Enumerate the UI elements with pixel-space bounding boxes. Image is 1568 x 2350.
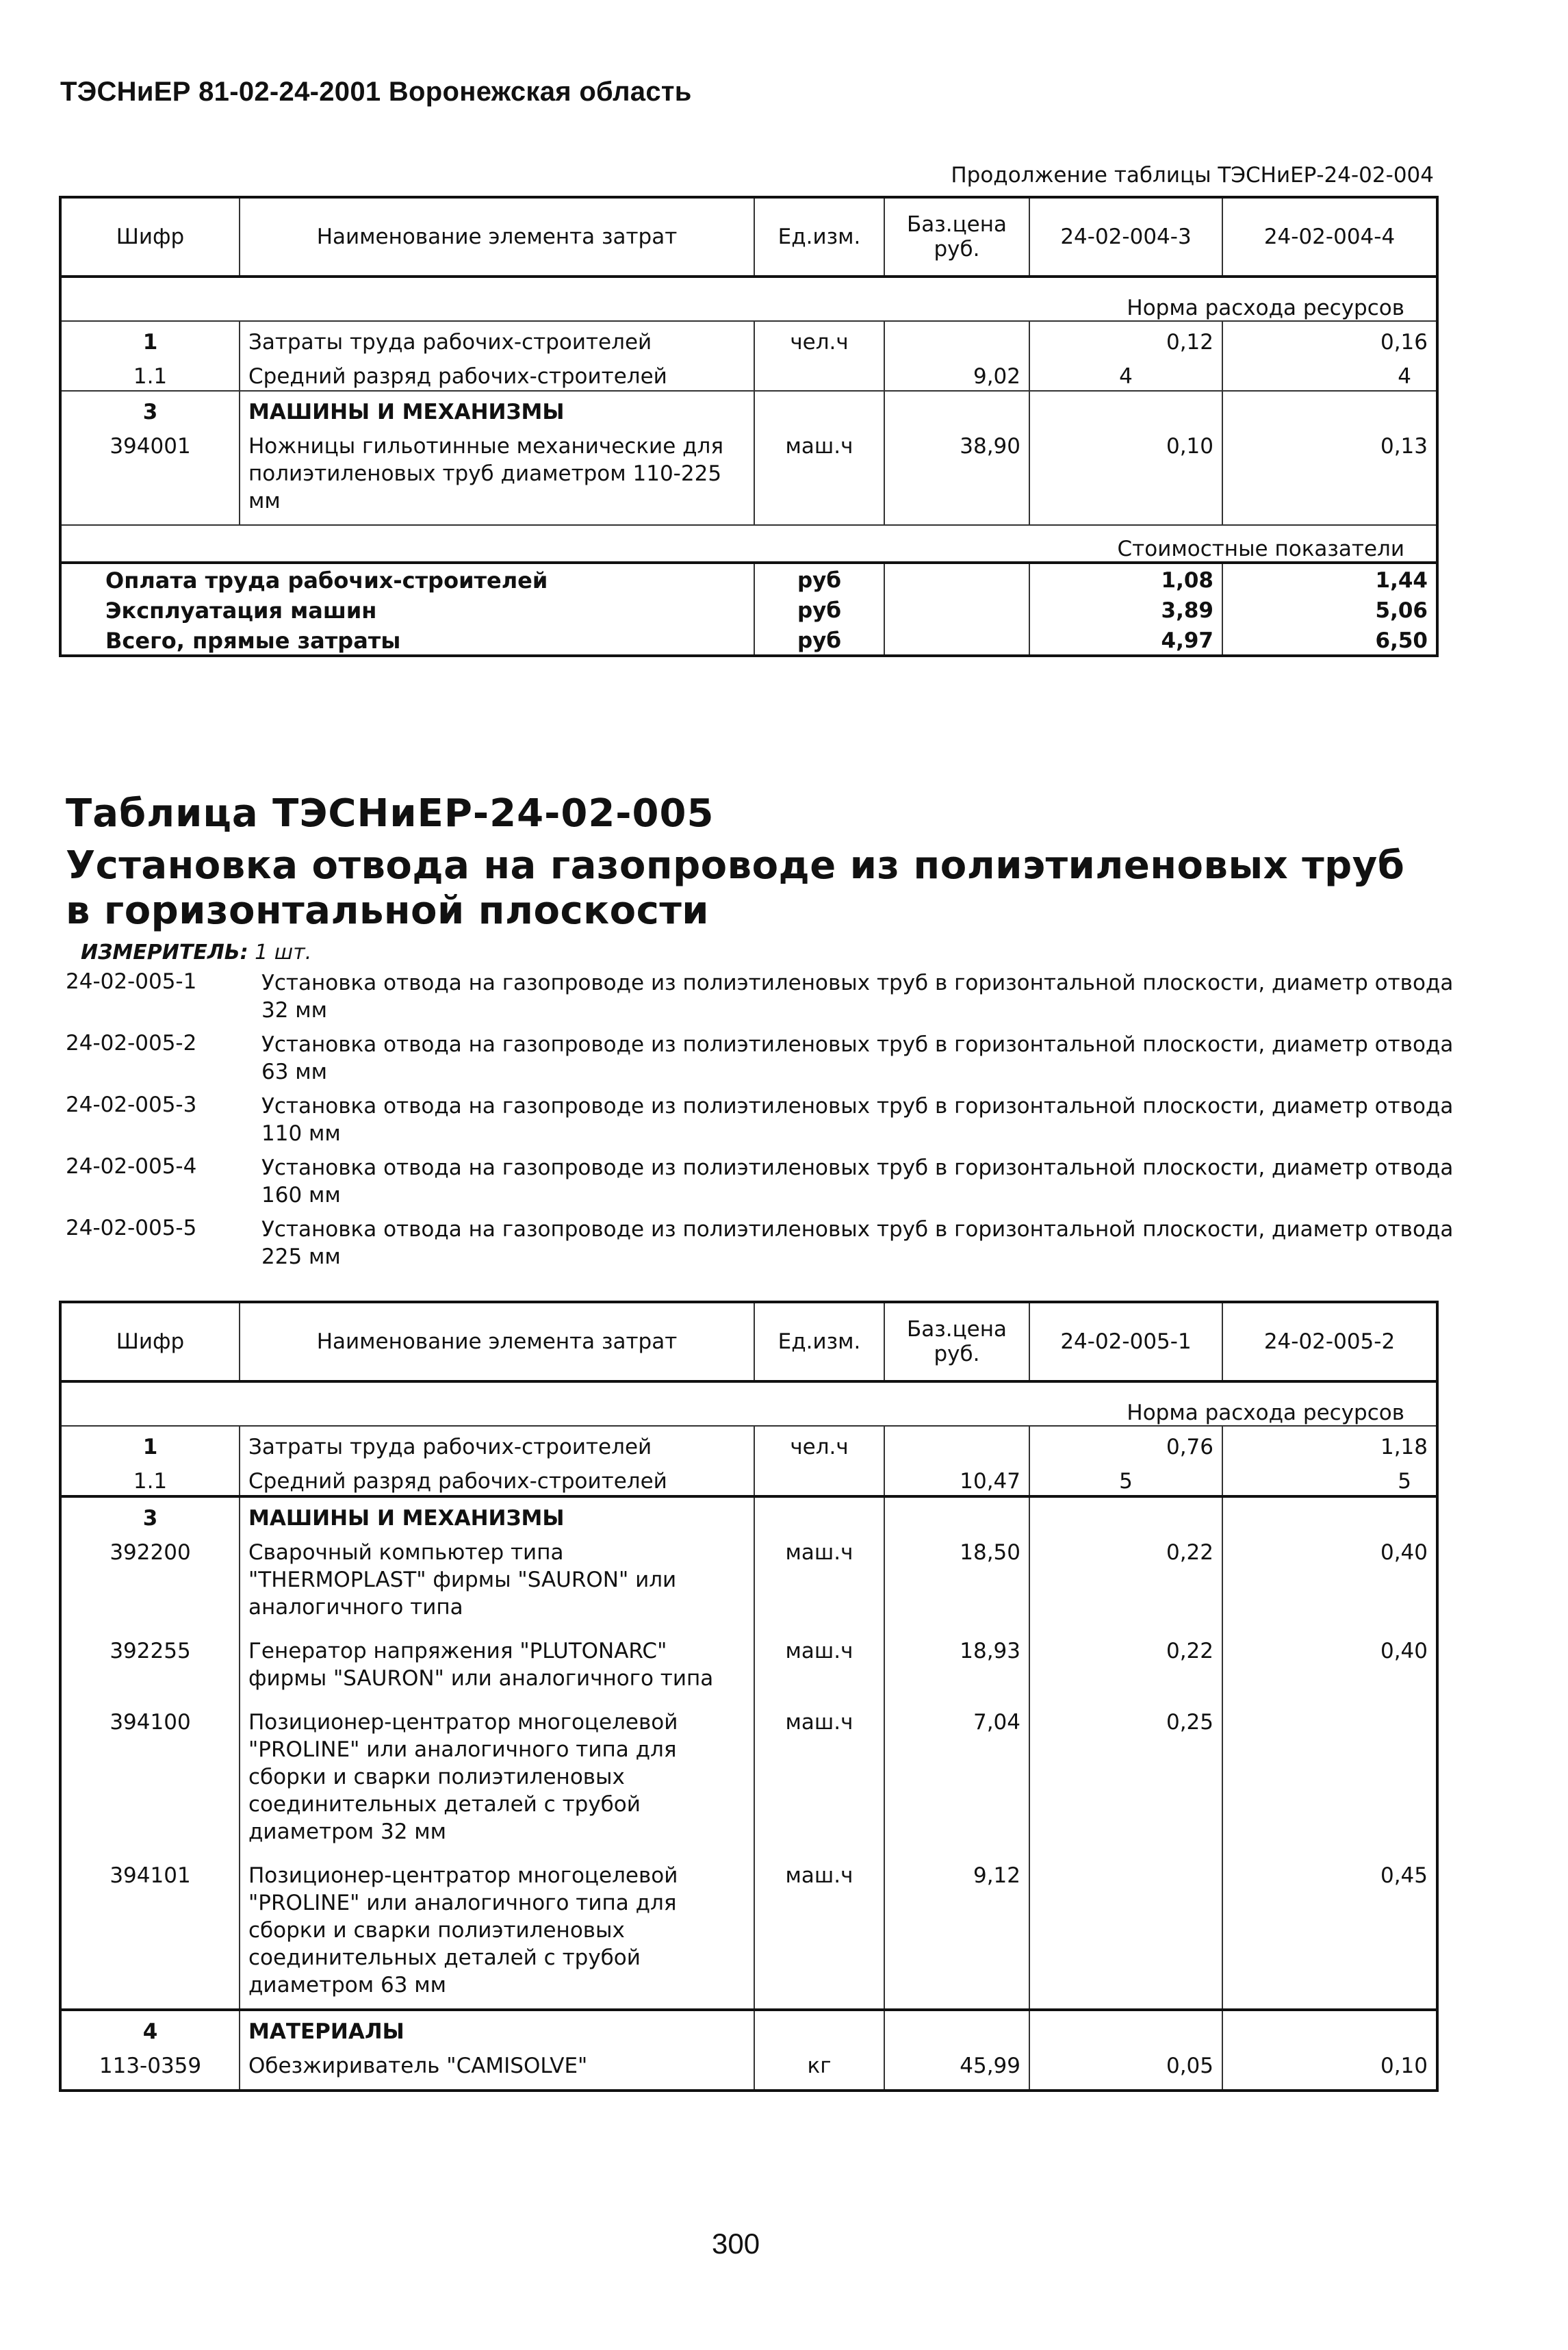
list-item: 24-02-005-2 Установка отвода на газопроводе из полиэтиленовых труб в горизонтальной плоскости, диаметр отвода 63 мм: [66, 1031, 1454, 1084]
col-header-unit: Ед.изм.: [754, 1302, 884, 1381]
table-row: 3 МАШИНЫ И МЕХАНИЗМЫ: [60, 1496, 1437, 1532]
running-header: ТЭСНиЕР 81-02-24-2001 Воронежская область: [60, 77, 692, 107]
col-header-unit: Ед.изм.: [754, 197, 884, 277]
resource-table-004: [59, 196, 1439, 657]
col-header-variant-2: 24-02-005-2: [1222, 1302, 1437, 1381]
table-header-row: [60, 197, 1437, 277]
table-row: 1 Затраты труда рабочих-строителей чел.ч 0,12 0,16: [60, 321, 1437, 356]
list-item: 24-02-005-5 Установка отвода на газопроводе из полиэтиленовых труб в горизонтальной плоскости, диаметр отвода 225 мм: [66, 1216, 1454, 1269]
list-item: 24-02-005-1 Установка отвода на газопроводе из полиэтиленовых труб в горизонтальной плоскости, диаметр отвода 32 мм: [66, 969, 1454, 1023]
table-row: 113-0359 Обезжириватель "CAMISOLVE" кг 45,99 0,05 0,10: [60, 2045, 1437, 2091]
work-code-list: [66, 967, 1454, 1275]
col-header-variant-1: 24-02-004-3: [1029, 197, 1222, 277]
table-row: 394101 Позиционер-центратор многоцелевой "PROLINE" или аналогичного типа для сборки и сварки полиэтиленовых соединительных деталей с трубой диаметром 63 мм маш.ч 9,12 0,45: [60, 1855, 1437, 2010]
col-header-variant-1: 24-02-005-1: [1029, 1302, 1222, 1381]
totals-row: Оплата труда рабочих-строителей руб 1,08 1,44: [60, 563, 1437, 594]
table-row: 1.1 Средний разряд рабочих-строителей 9,02 4 4: [60, 356, 1437, 391]
col-header-code: Шифр: [60, 1302, 240, 1381]
cost-label: Стоимостные показатели: [1117, 537, 1404, 561]
resource-table-005: [59, 1301, 1439, 2092]
table-row: 3 МАШИНЫ И МЕХАНИЗМЫ: [60, 391, 1437, 426]
table-header-row: [60, 1302, 1437, 1381]
list-item: 24-02-005-4 Установка отвода на газопроводе из полиэтиленовых труб в горизонтальной плоскости, диаметр отвода 160 мм: [66, 1154, 1454, 1208]
table-row: 392200 Сварочный компьютер типа "THERMOPLAST" фирмы "SAURON" или аналогичного типа маш.ч 18,50 0,22 0,40: [60, 1532, 1437, 1631]
table-title: Таблица ТЭСНиЕР-24-02-005: [66, 791, 715, 836]
totals-row: Эксплуатация машин руб 3,89 5,06: [60, 594, 1437, 624]
col-header-variant-2: 24-02-004-4: [1222, 197, 1437, 277]
col-header-name: Наименование элемента затрат: [240, 197, 754, 277]
unit-of-measure: ИЗМЕРИТЕЛЬ: 1 шт.: [81, 941, 312, 965]
col-header-price: Баз.цена руб.: [884, 197, 1029, 277]
norm-label: Норма расхода ресурсов: [1127, 1401, 1404, 1425]
table-row: 394100 Позиционер-центратор многоцелевой "PROLINE" или аналогичного типа для сборки и сварки полиэтиленовых соединительных деталей с трубой диаметром 32 мм маш.ч 7,04 0,25: [60, 1702, 1437, 1855]
col-header-code: Шифр: [60, 197, 240, 277]
table-row: 1.1 Средний разряд рабочих-строителей 10,47 5 5: [60, 1461, 1437, 1496]
table-subtitle: Установка отвода на газопроводе из полиэтиленовых труб в горизонтальной плоскости: [66, 843, 1405, 933]
table-row: 394001 Ножницы гильотинные механические для полиэтиленовых труб диаметром 110-225 мм маш.ч 38,90 0,10 0,13: [60, 426, 1437, 525]
table-row: 392255 Генератор напряжения "PLUTONARC" фирмы "SAURON" или аналогичного типа маш.ч 18,93 0,22 0,40: [60, 1631, 1437, 1702]
norm-label: Норма расхода ресурсов: [1127, 296, 1404, 320]
page-number: 300: [712, 2227, 760, 2260]
cost-label-row: [60, 525, 1437, 563]
totals-row: Всего, прямые затраты руб 4,97 6,50: [60, 624, 1437, 656]
list-item: 24-02-005-3 Установка отвода на газопроводе из полиэтиленовых труб в горизонтальной плоскости, диаметр отвода 110 мм: [66, 1093, 1454, 1146]
table-row: 1 Затраты труда рабочих-строителей чел.ч 0,76 1,18: [60, 1426, 1437, 1461]
norm-label-row: [60, 277, 1437, 321]
table-continuation-caption: Продолжение таблицы ТЭСНиЕР-24-02-004: [951, 163, 1434, 188]
col-header-price: Баз.цена руб.: [884, 1302, 1029, 1381]
table-row: 4 МАТЕРИАЛЫ: [60, 2010, 1437, 2045]
col-header-name: Наименование элемента затрат: [240, 1302, 754, 1381]
norm-label-row: [60, 1381, 1437, 1426]
